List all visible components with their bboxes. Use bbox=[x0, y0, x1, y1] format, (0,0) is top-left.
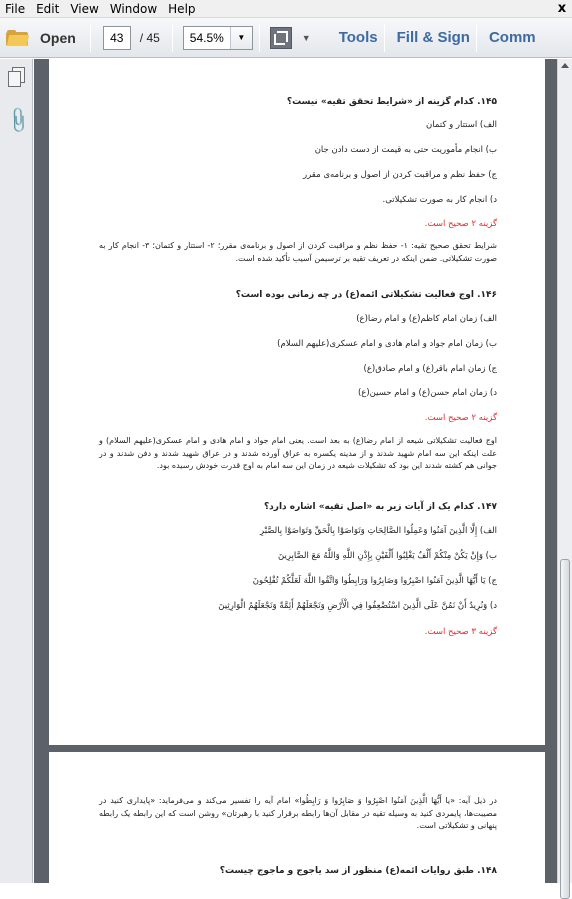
option: الف) إِلَّا الَّذِينَ آمَنُوا وَعَمِلُوا الصَّالِحَاتِ وَتَوَاصَوْا بِالْحَقِّ وَتَوَاصَوْا بِالصَّبْرِ bbox=[260, 526, 497, 536]
zoom-value[interactable]: 54.5% bbox=[189, 30, 224, 45]
menu-file[interactable]: File bbox=[5, 1, 26, 16]
option: د) وَنُرِيدُ أَنْ نَمُنَّ عَلَى الَّذِينَ اسْتُضْعِفُوا فِي الْأَرْضِ وَنَجْعَلَهُمْ أَئِمَّةً وَنَجْعَلَهُمُ الْوَارِثِينَ bbox=[218, 601, 497, 611]
toolbar-divider bbox=[172, 24, 173, 52]
open-button[interactable] bbox=[6, 23, 84, 53]
document-viewer[interactable] bbox=[34, 59, 557, 883]
option: د) زمان امام حسن(ع) و امام حسین(ع) bbox=[357, 388, 497, 398]
chevron-down-icon[interactable]: ▼ bbox=[230, 27, 252, 49]
tab-fill-sign[interactable]: Fill & Sign bbox=[396, 29, 470, 46]
document-page bbox=[49, 59, 545, 745]
page-total: / 45 bbox=[139, 30, 160, 45]
explanation-text: اوج فعالیت تشکیلاتی شیعه از امام رضا(ع) به بعد است. یعنی امام جواد و امام هادی و امام عسکری(علیهم السلام) و علت اینکه این سه امام شهید شدند و از مدینه یکسره به عراق آورده شدند و در عراق شهید شدند و دفن شدند و در جوانی هم کشته شدند این بود که تشکیلات شیعه در زمان این سه امام به اوج قدرت خودش رسیده بود. bbox=[99, 436, 497, 470]
scrollbar-thumb[interactable] bbox=[560, 559, 570, 899]
menu-edit[interactable]: Edit bbox=[36, 1, 60, 16]
toolbar-divider bbox=[384, 24, 385, 52]
vertical-scrollbar[interactable] bbox=[557, 59, 572, 883]
option: ب) وَإِنْ يَكُنْ مِنْكُمْ أَلْفٌ يَغْلِبُوا أَلْفَيْنِ بِإِذْنِ اللَّهِ وَاللَّهُ مَعَ الصَّابِرِينَ bbox=[278, 551, 497, 561]
answer-text: گزینه ۲ صحیح است. bbox=[424, 413, 497, 423]
open-label: Open bbox=[40, 29, 76, 46]
option: ب) زمان امام جواد و امام هادی و امام عسکری(علیهم السلام) bbox=[277, 339, 497, 349]
explanation-text: شرایط تحقق صحیح تقیه: ۱- حفظ نظم و مراقبت کردن از اصول و برنامه‌ی مقرر؛ ۲- استتار و کتمان؛ ۳- انجام کار به صورت تشکیلاتی. ضمن اینکه در تعریف تقیه بر ترسیمن آسیب تأکید شده است. bbox=[99, 241, 497, 263]
option: ج) زمان امام باقر(ع) و امام صادق(ع) bbox=[363, 364, 497, 374]
toolbar bbox=[0, 18, 572, 58]
page-number-input[interactable]: 43 bbox=[103, 26, 131, 50]
answer-text: گزینه ۲ صحیح است. bbox=[424, 219, 497, 229]
dropdown-arrow-icon[interactable]: ▼ bbox=[301, 32, 311, 43]
toolbar-divider bbox=[259, 24, 260, 52]
tab-tools[interactable]: Tools bbox=[338, 29, 378, 46]
menu-window[interactable]: Window bbox=[109, 1, 158, 16]
paperclip-icon[interactable]: 📎 bbox=[3, 105, 34, 137]
question-title: ۱۴۶. اوج فعالیت تشکیلاتی ائمه(ع) در چه زمانی بوده است؟ bbox=[235, 290, 497, 300]
menu-help[interactable]: Help bbox=[168, 1, 196, 16]
tab-comment[interactable]: Comm bbox=[488, 29, 536, 46]
question-title: ۱۴۸. طبق روایات ائمه(ع) منظور از سد یاجوج و ماجوج چیست؟ bbox=[219, 866, 497, 876]
toolbar-divider bbox=[90, 24, 91, 52]
question-title: ۱۴۷. کدام یک از آیات زیر به «اصل تقیه» اشاره دارد؟ bbox=[263, 502, 497, 512]
document-page bbox=[49, 752, 545, 883]
option: ب) انجام مأموریت حتی به قیمت از دست دادن جان bbox=[314, 145, 497, 155]
fullscreen-icon[interactable] bbox=[270, 27, 292, 49]
navigation-panel bbox=[0, 59, 33, 883]
option: الف) استتار و کتمان bbox=[426, 120, 497, 130]
option: الف) زمان امام کاظم(ع) و امام رضا(ع) bbox=[356, 314, 497, 324]
question-title: ۱۴۵. کدام گزینه از «شرایط تحقق تقیه» نیست؟ bbox=[286, 97, 497, 107]
pages-icon[interactable] bbox=[8, 67, 26, 87]
option: ج) حفظ نظم و مراقبت کردن از اصول و برنامه‌ی مقرر bbox=[302, 170, 497, 180]
answer-text: گزینه ۳ صحیح است. bbox=[424, 627, 497, 637]
close-document-button[interactable]: x bbox=[557, 1, 567, 16]
menu-bar bbox=[0, 0, 572, 18]
toolbar-divider bbox=[476, 24, 477, 52]
folder-icon bbox=[6, 30, 28, 46]
zoom-select[interactable] bbox=[183, 26, 253, 50]
scroll-up-icon[interactable] bbox=[561, 63, 569, 68]
option: ج) يَا أَيُّهَا الَّذِينَ آمَنُوا اصْبِرُوا وَصَابِرُوا وَرَابِطُوا وَاتَّقُوا اللَّهَ لَعَلَّكُمْ تُفْلِحُونَ bbox=[252, 576, 497, 586]
option: د) انجام کار به صورت تشکیلاتی. bbox=[382, 195, 497, 205]
menu-view[interactable]: View bbox=[70, 1, 99, 16]
explanation-text: در ذیل آیه: «یا أَیُّهَا الَّذِینَ آمَنُوا اصْبِرُوا وَ صَابِرُوا وَ رَابِطُوا» امام آیه را تفسیر می‌کند و می‌فرماید: «پایداری کنید در مصیبت‌ها، پایمردی کنید به وسیله تقیه در مقابل آن‌ها رابطه برقرار کنید با رهبرتان» روشن است که این رابطه یک رابطه پنهانی و تشکیلاتی است. bbox=[99, 796, 497, 830]
